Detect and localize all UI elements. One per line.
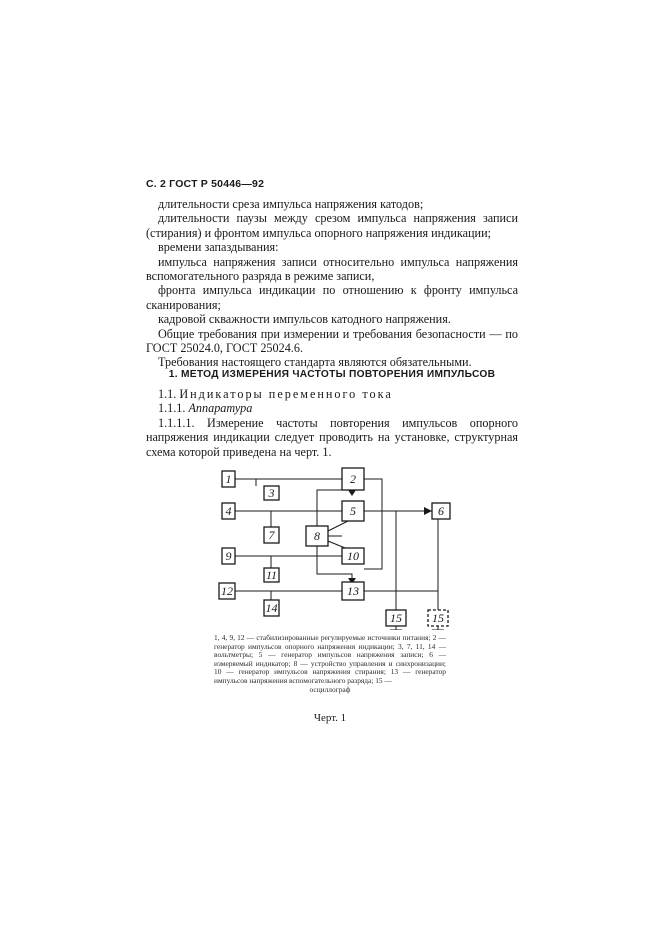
block-13 xyxy=(342,582,364,600)
block-4 xyxy=(222,503,235,519)
block-14 xyxy=(264,600,279,616)
subsection-title: Аппаратура xyxy=(188,401,253,416)
block-15-oscilloscope-dashed xyxy=(428,610,448,626)
block-12 xyxy=(219,583,235,599)
paragraph: длительности среза импульса напряжения катодов; xyxy=(158,197,424,211)
subsection-title: Индикаторы переменного тока xyxy=(179,387,393,401)
block-label: 4 xyxy=(225,504,232,518)
block-6 xyxy=(432,503,450,519)
block-label: 9 xyxy=(225,549,232,563)
block-label: 1 xyxy=(225,472,232,486)
paragraph: Общие требования при измерении и требования безопасности — по ГОСТ 25024.0, ГОСТ 25024.6. xyxy=(146,326,518,356)
subsection-text xyxy=(146,387,518,459)
block-label: 14 xyxy=(265,601,278,615)
caption-last-line: осциллограф xyxy=(309,684,351,694)
block-label: 2 xyxy=(350,472,356,486)
block-8 xyxy=(306,526,328,546)
block-label: 6 xyxy=(438,504,444,518)
section-heading: 1. МЕТОД ИЗМЕРЕНИЯ ЧАСТОТЫ ПОВТОРЕНИЯ ИМПУЛЬСОВ xyxy=(168,369,496,380)
block-label: 7 xyxy=(268,528,275,542)
subsection-number: 1.1. xyxy=(158,387,177,401)
block-label: 13 xyxy=(347,584,359,598)
block-label: 12 xyxy=(221,584,233,598)
subsection-1-1-1 xyxy=(146,401,518,415)
block-15-oscilloscope xyxy=(386,610,406,626)
paragraph: кадровой скважности импульсов катодного напряжения. xyxy=(158,312,451,327)
block-7 xyxy=(264,527,279,543)
block-label: 15 xyxy=(432,611,444,625)
block-1 xyxy=(222,471,235,487)
block-label: 10 xyxy=(347,549,359,563)
block-3 xyxy=(264,486,279,500)
block-label: 5 xyxy=(350,504,356,518)
paragraph: импульса напряжения записи относительно импульса напряжения вспомогательного разряда в режиме записи, xyxy=(146,254,518,284)
block-2 xyxy=(342,468,364,490)
block-label: 3 xyxy=(268,486,275,500)
block-label: 8 xyxy=(314,529,320,543)
paragraph: длительности паузы между срезом импульса напряжения записи (стирания) и фронтом импульса опорного напряжения индикации; xyxy=(146,211,518,240)
block-9 xyxy=(222,548,235,564)
block-5 xyxy=(342,501,364,521)
figure-label: Черт. 1 xyxy=(313,712,347,724)
block-diagram xyxy=(200,460,460,630)
subsection-number: 1.1.1. xyxy=(158,401,186,416)
paragraph-1-1-1-1: 1.1.1.1. Измерение частоты повторения импульсов опорного напряжения индикации следует проводить на установке, структурная схема которой приведена на черт. 1. xyxy=(146,415,518,459)
block-10 xyxy=(342,548,364,564)
block-label: 15 xyxy=(390,611,402,625)
block-label: 11 xyxy=(265,568,278,582)
caption-body: 1, 4, 9, 12 — стабилизированные регулируемые источники питания; 2 — генератор импульсов опорного напряжения индикации; 3, 7, 11, 14 — вольтметры; 5 — генератор импульсов напряжения записи; 6 — измеряемый индикатор; 8 — устройство управления и синхронизации; 10 — генератор импульсов напряжения стирания; 13 — генератор импульсов напряжения вспомогательного разряда; 15 — xyxy=(214,633,446,685)
paragraph: Требования настоящего стандарта являются обязательными. xyxy=(158,355,472,370)
body-text xyxy=(146,197,518,370)
page-header: С. 2 ГОСТ Р 50446—92 xyxy=(146,178,265,190)
paragraph: фронта импульса индикации по отношению к фронту импульса сканирования; xyxy=(146,283,518,312)
paragraph: времени запаздывания: xyxy=(158,240,279,255)
figure-caption xyxy=(214,634,446,694)
block-11 xyxy=(264,568,279,582)
subsection-1-1 xyxy=(146,387,518,401)
